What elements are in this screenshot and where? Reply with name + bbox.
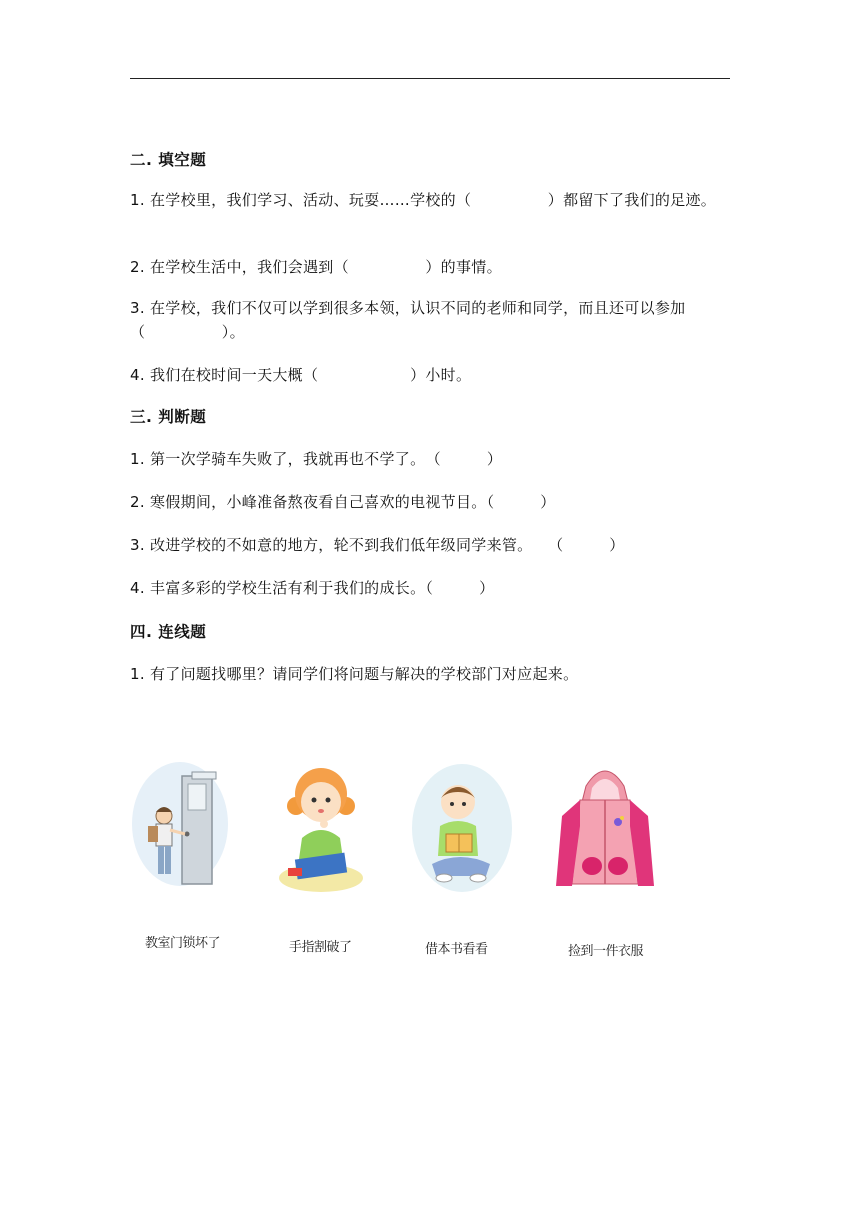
- match-question-1: 1. 有了问题找哪里？请同学们将问题与解决的学校部门对应起来。: [130, 665, 579, 683]
- boy-reading-book-icon: [410, 760, 514, 894]
- judge-question-4: 4. 丰富多彩的学校生活有利于我们的成长。（ ）: [130, 579, 495, 597]
- picture-caption-3: 借本书看看: [425, 942, 488, 957]
- fill-question-2: 2. 在学校生活中，我们会遇到（ ）的事情。: [130, 258, 502, 276]
- picture-caption-2: 手指割破了: [289, 940, 352, 955]
- pink-jacket-icon: [556, 758, 654, 894]
- boy-at-door-icon: [130, 758, 232, 890]
- judge-question-3: 3. 改进学校的不如意的地方，轮不到我们低年级同学来管。 （ ）: [130, 536, 625, 554]
- fill-question-3: 3. 在学校，我们不仅可以学到很多本领，认识不同的老师和同学，而且还可以参加（ ）。: [130, 299, 686, 341]
- section-title-match: 四. 连线题: [130, 623, 207, 641]
- judge-question-1: 1. 第一次学骑车失败了，我就再也不学了。 （ ）: [130, 450, 503, 468]
- judge-question-2: 2. 寒假期间，小峰准备熬夜看自己喜欢的电视节目。（ ）: [130, 493, 556, 511]
- girl-cut-finger-icon: [278, 760, 364, 894]
- section-title-judge: 三. 判断题: [130, 408, 207, 426]
- section-title-fill: 二. 填空题: [130, 151, 207, 169]
- fill-question-4: 4. 我们在校时间一天大概（ ）小时。: [130, 366, 472, 384]
- header-rule: [130, 78, 730, 79]
- picture-caption-1: 教室门锁坏了: [145, 936, 221, 951]
- picture-caption-4: 捡到一件衣服: [568, 944, 644, 959]
- fill-question-1: 1. 在学校里，我们学习、活动、玩耍……学校的（ ）都留下了我们的足迹。: [130, 191, 717, 209]
